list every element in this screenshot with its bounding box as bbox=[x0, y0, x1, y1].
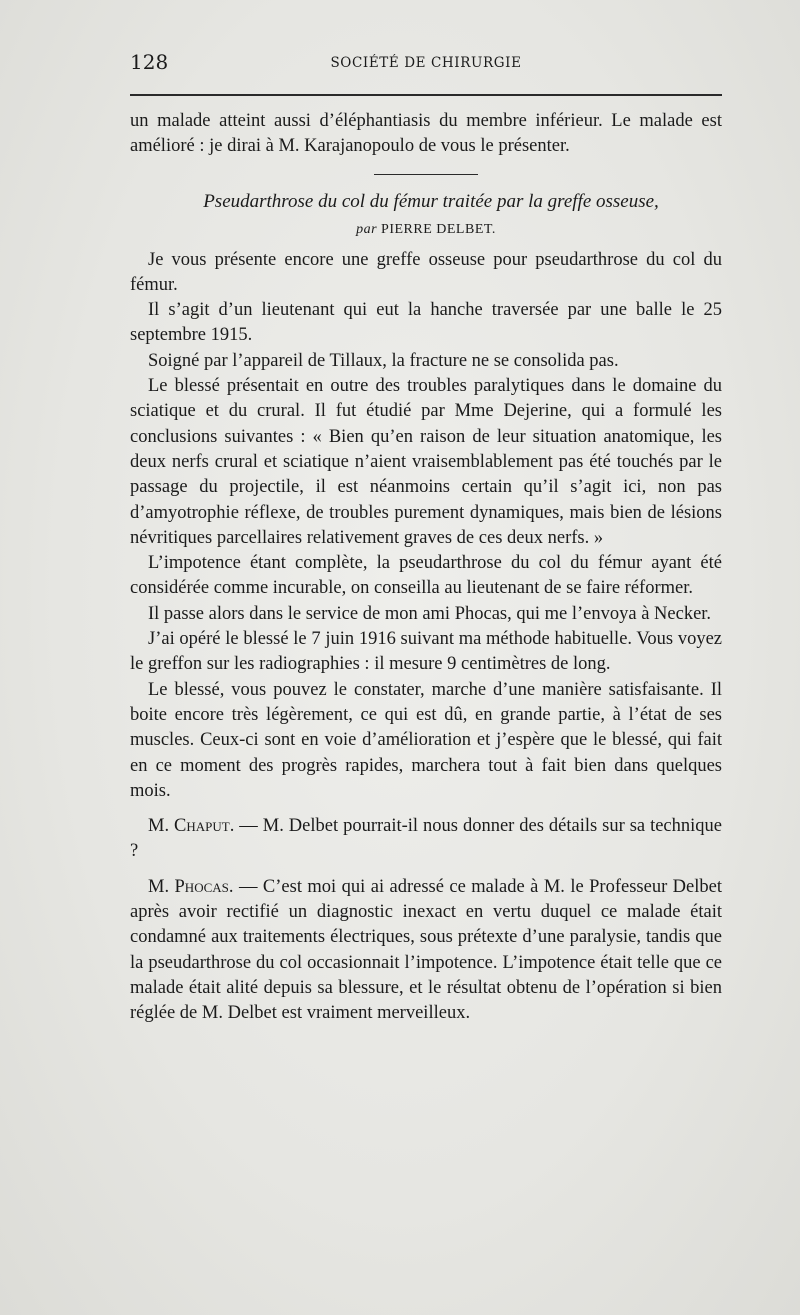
section-divider bbox=[374, 174, 478, 175]
spacer bbox=[130, 865, 722, 875]
speaker-remark: — M. Delbet pourrait-il nous donner des détails sur sa technique ? bbox=[130, 816, 722, 862]
article-author bbox=[130, 220, 722, 240]
opening-paragraph: un malade atteint aussi d’éléphantiasis du membre inférieur. Le malade est amélioré : je dirai à M. Karajanopoulo de vous le présenter. bbox=[130, 111, 722, 157]
article-title: Pseudarthrose du col du fémur traitée par la greffe osseuse, bbox=[203, 190, 659, 212]
author-name: PIERRE DELBET. bbox=[381, 221, 496, 237]
page-number: 128 bbox=[130, 50, 169, 74]
running-title: SOCIÉTÉ DE CHIRURGIE bbox=[330, 55, 522, 71]
discussion-chaput bbox=[130, 814, 722, 865]
paragraph: L’impotence étant complète, la pseudarthrose du col du fémur ayant été considérée comme incurable, on conseilla au lieutenant de se faire réformer. bbox=[130, 553, 722, 599]
page-header bbox=[130, 50, 722, 76]
paragraph: Il passe alors dans le service de mon ami Phocas, qui me l’envoya à Necker. bbox=[148, 603, 712, 624]
speaker-remark: — C’est moi qui ai adressé ce malade à M. le Professeur Delbet après avoir rectifié un diagnostic inexact en vertu duquel ce malade était condamné aux traitements électriques, sous prétexte d’une paralysie, tandis que la pseudarthrose du col occasionnait l’impotence. L’impotence était telle que ce malade était alité depuis sa blessure, et le résultat obtenu de l’opération si bien réglée de M. Delbet est vraiment merveilleux. bbox=[130, 876, 722, 1024]
speaker-name: M. Chaput. bbox=[148, 816, 235, 837]
paragraph: Je vous présente encore une greffe osseuse pour pseudarthrose du col du fémur. bbox=[130, 249, 722, 295]
author-prefix: par bbox=[356, 221, 378, 237]
speaker-name: M. Phocas. bbox=[148, 876, 234, 897]
paragraph: Le blessé, vous pouvez le constater, marche d’une manière satisfaisante. Il boite encore très légèrement, ce qui est dû, en grande partie, à l’état de ses muscles. Ceux-ci sont en voie d’amélioration et j’espère que le blessé, qui fait en ce moment des progrès rapides, marchera tout à fait bien dans quelques mois. bbox=[130, 679, 722, 801]
paragraph: Le blessé présentait en outre des troubles paralytiques dans le domaine du sciatique et du crural. Il fut étudié par Mme Dejerine, qui a formulé les conclusions suivantes : « Bien qu’en raison de leur situation anatomique, les deux nerfs crural et sciatique n’aient vraisemblablement pas été touchés par le passage du projectile, il est néanmoins certain qu’il s’agit ici, non pas d’amyotrophie réflexe, de troubles purement dynamiques, mais bien de lésions névritiques parcellaires relativement graves de ces deux nerfs. » bbox=[130, 376, 722, 548]
spacer bbox=[130, 804, 722, 814]
discussion-phocas bbox=[130, 875, 722, 1027]
paragraph: Soigné par l’appareil de Tillaux, la fracture ne se consolida pas. bbox=[148, 350, 619, 371]
header-rule bbox=[130, 94, 722, 96]
page-body bbox=[130, 109, 722, 1027]
paragraph: Il s’agit d’un lieutenant qui eut la hanche traversée par une balle le 25 septembre 1915. bbox=[130, 300, 722, 346]
paragraph: J’ai opéré le blessé le 7 juin 1916 suivant ma méthode habituelle. Vous voyez le greffon sur les radiographies : il mesure 9 centimètres de long. bbox=[130, 629, 722, 675]
